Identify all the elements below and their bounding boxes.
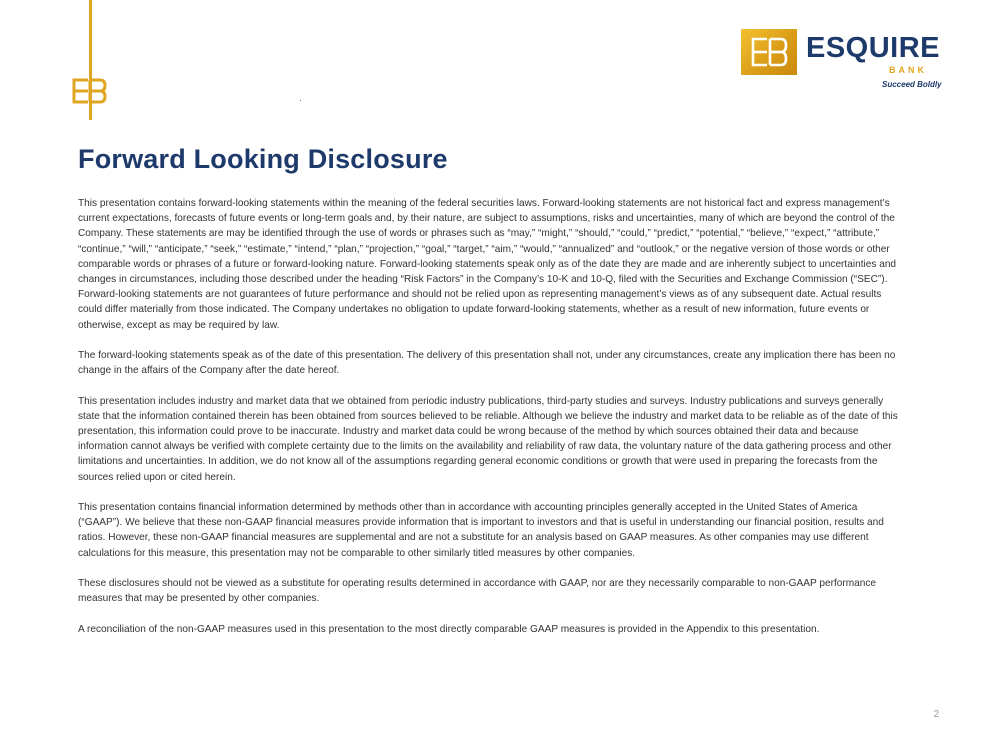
disclosure-paragraph: These disclosures should not be viewed as a substitute for operating results determined in accordance with GAAP, nor are they necessarily comparable to non-GAAP performance measures that may be presented by other companies. [78, 578, 877, 605]
logo-bank-label: BANK [889, 65, 927, 75]
logo-wordmark: ESQUIRE [806, 32, 941, 64]
eb-monogram-icon [71, 78, 107, 104]
disclosure-paragraph: This presentation includes industry and market data that we obtained from periodic industry publications, third-party studies and surveys. Industry publications and surveys generally state that the information contained therein has been obtained from sources believed to be reliable. Although we believe the industry and market data to be reliable as of the date of this presentation, this information could prove to be inaccurate. Industry and market data could be wrong because of the method by which sources obtained their data and because information cannot always be verified with complete certainty due to the limits on the availability and reliability of raw data, the voluntary nature of the data gathering process and other limitations and uncertainties. In addition, we do not know all of the assumptions regarding general economic conditions or growth that were used in preparing the forecasts from the sources relied upon or cited herein. [78, 395, 898, 483]
esquire-bank-logo-icon [741, 29, 797, 75]
disclosure-paragraph: The forward-looking statements speak as of the date of this presentation. The delivery of this presentation shall not, under any circumstances, create any implication there has been no change in the affairs of the Company after the date hereof. [78, 350, 896, 377]
disclosure-paragraph: This presentation contains forward-looking statements within the meaning of the federal securities laws. Forward-looking statements are not historical fact and express management’s current expectations, forecasts of future events or long-term goals and, by their nature, are subject to assumptions, risks and uncertainties, many of which are beyond the control of the Company. These statements are may be identified through the use of words or phrases such as “may,” “might,” “should,” “could,” “predict,” “potential,” “believe,” “expect,” “attribute,” “continue,” “will,” “anticipate,” “seek,” “estimate,” “intend,” “plan,” “projection,” “goal,” “target,” “aim,” “would,” “annualized” and “outlook,” or the negative version of those words or other comparable words or phrases of a future or forward-looking nature. Forward-looking statements speak only as of the date they are made and are inherently subject to uncertainties and changes in circumstances, including those described under the heading “Risk Factors” in the Company’s 10-K and 10-Q, filed with the Securities and Exchange Commission (“SEC”). Forward-looking statements are not guarantees of future performance and should not be relied upon as representing management’s views as of any subsequent date. Actual results could differ materially from those indicated. The Company undertakes no obligation to update forward-looking statements, whether as a result of new information, future events or otherwise, except as may be required by law. [78, 198, 897, 331]
disclosure-body [78, 196, 900, 652]
disclosure-paragraph: A reconciliation of the non-GAAP measures used in this presentation to the most directly comparable GAAP measures is provided in the Appendix to this presentation. [78, 623, 820, 635]
disclosure-paragraph: This presentation contains financial information determined by methods other than in accordance with accounting principles generally accepted in the United States of America (“GAAP”). We believe that these non-GAAP financial measures provide information that is important to investors and that is useful in understanding our financial position, results and ratios. However, these non-GAAP financial measures are supplemental and are not a substitute for an analysis based on GAAP measures. As other companies may use different calculations for this measure, this presentation may not be comparable to other similarly titled measures by other companies. [78, 502, 884, 559]
esquire-bank-logo [741, 29, 941, 91]
stray-dot [300, 100, 301, 101]
page-number: 2 [933, 709, 939, 720]
logo-tagline: Succeed Boldly [882, 80, 942, 89]
page-title: Forward Looking Disclosure [78, 144, 448, 174]
